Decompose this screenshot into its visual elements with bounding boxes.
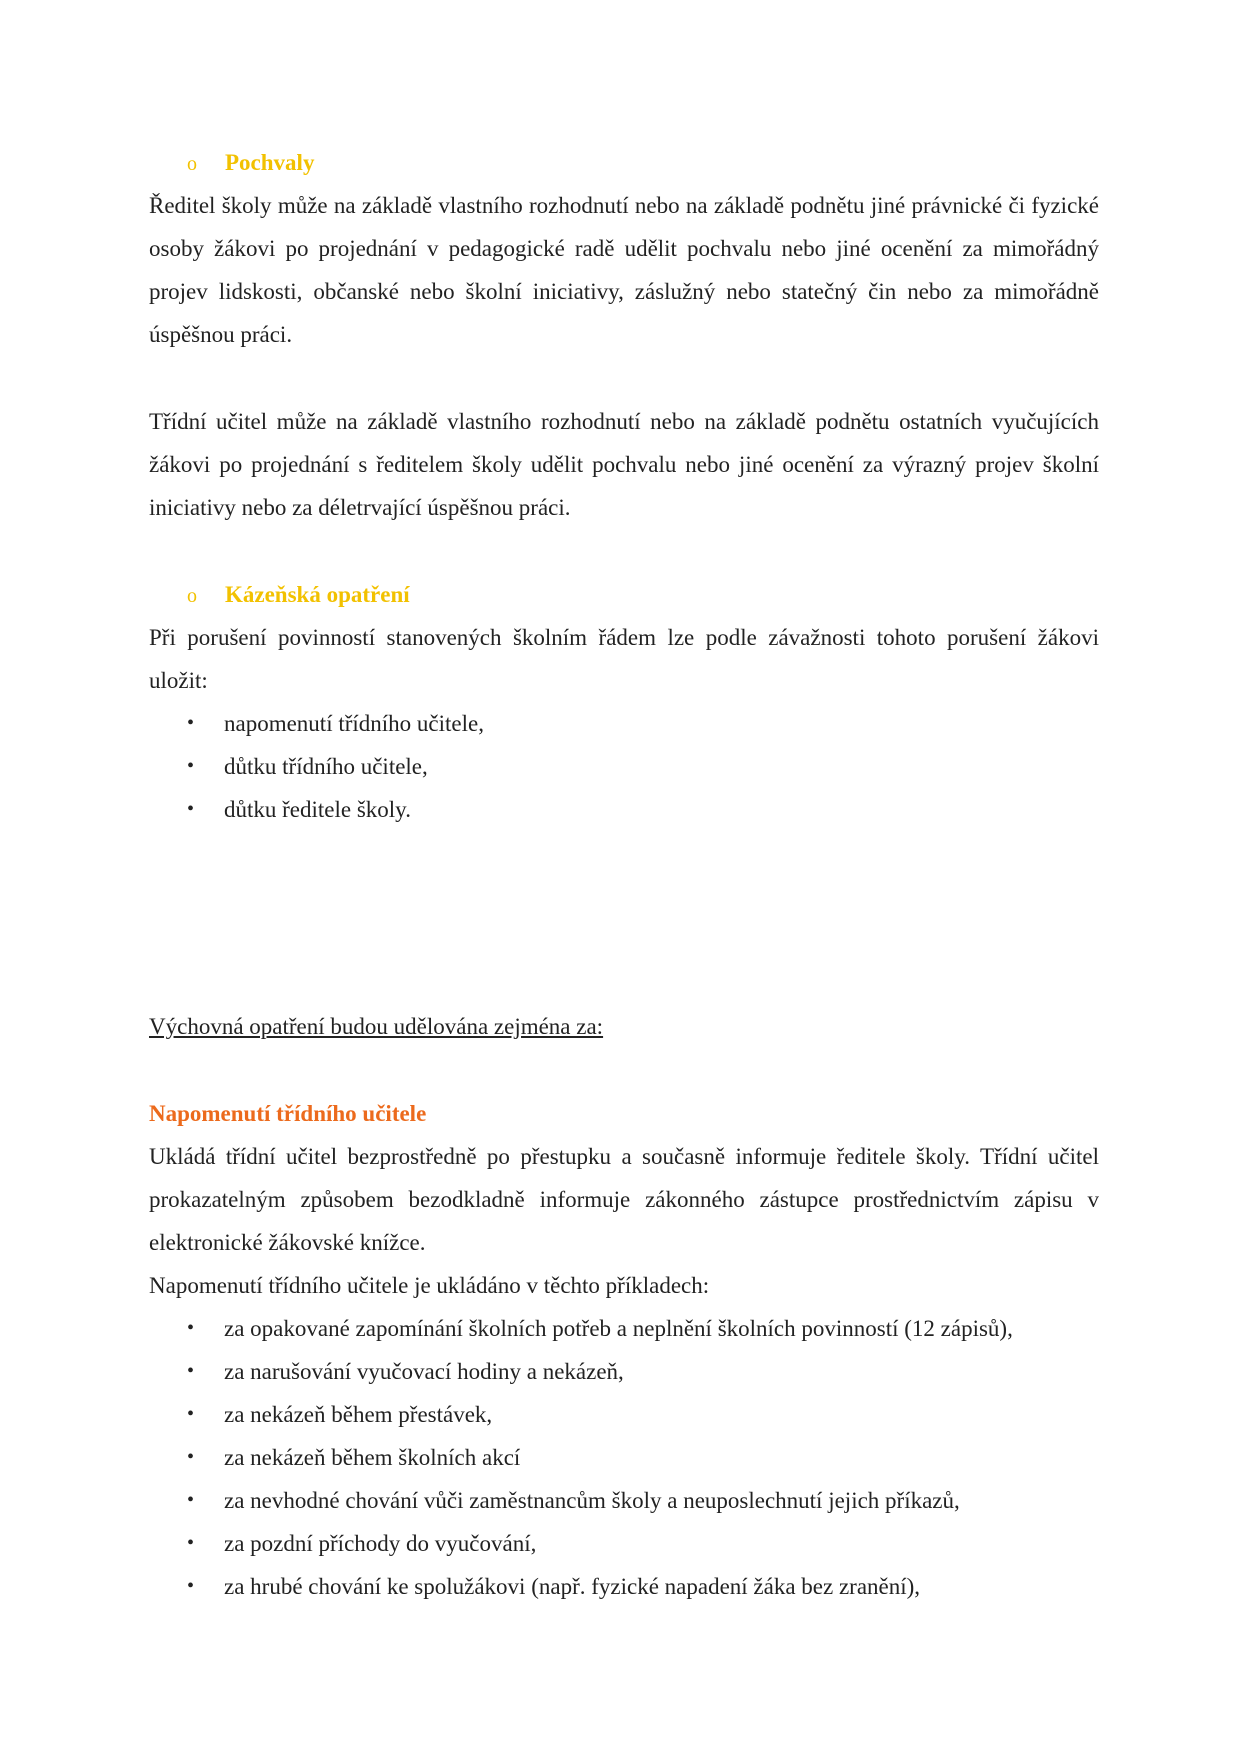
kazenska-heading: Kázeňská opatření (225, 582, 410, 607)
pochvaly-paragraph-2: Třídní učitel může na základě vlastního rozhodnutí nebo na základě podnětu ostatních vyučujících žákovi po projednání s ředitelem školy udělit pochvalu nebo jiné ocenění za výrazný projev školní iniciativy nebo za déletrvající úspěšnou práci. (149, 409, 1099, 520)
napomenuti-heading: Napomenutí třídního učitele (149, 1101, 427, 1126)
list-item (149, 788, 1099, 831)
bullet-icon: • (187, 1575, 195, 1597)
list-item-text: za opakované zapomínání školních potřeb a neplnění školních povinností (12 zápisů), (224, 1316, 1013, 1341)
pochvaly-heading-row (187, 141, 314, 186)
napomenuti-paragraph: Ukládá třídní učitel bezprostředně po přestupku a současně informuje ředitele školy. Třídní učitel prokazatelným způsobem bezodkladně informuje zákonného zástupce prostřednictvím zápisu v elektronické žákovské knížce. (149, 1144, 1099, 1255)
vychovna-title: Výchovná opatření budou udělována zejména za: (149, 1014, 604, 1039)
list-item-text: za hrubé chování ke spolužákovi (např. fyzické napadení žáka bez zranění), (224, 1574, 921, 1599)
bullet-icon: • (187, 1403, 195, 1425)
list-item-text: důtku ředitele školy. (224, 797, 411, 822)
list-item (149, 1522, 1099, 1565)
bullet-icon: • (187, 712, 195, 734)
list-item (149, 1307, 1099, 1350)
pochvaly-paragraph-1: Ředitel školy může na základě vlastního rozhodnutí nebo na základě podnětu jiné právnické či fyzické osoby žákovi po projednání v pedagogické radě udělit pochvalu nebo jiné ocenění za mimořádný projev lidskosti, občanské nebo školní iniciativy, záslužný nebo statečný čin nebo za mimořádně úspěšnou práci. (149, 193, 1099, 347)
list-item-text: za narušování vyučovací hodiny a nekázeň, (224, 1359, 624, 1384)
list-item (149, 702, 1099, 745)
napomenuti-list-container (149, 1307, 1099, 1608)
list-item (149, 1393, 1099, 1436)
napomenuti-list (149, 1307, 1099, 1608)
list-item-text: za pozdní příchody do vyučování, (224, 1531, 537, 1556)
bullet-icon: • (187, 1446, 195, 1468)
vychovna-title-row (149, 1005, 1099, 1048)
kazenska-list (149, 702, 1099, 831)
list-item-text: za nevhodné chování vůči zaměstnancům školy a neuposlechnutí jejich příkazů, (224, 1488, 960, 1513)
napomenuti-intro: Napomenutí třídního učitele je ukládáno v těchto příkladech: (149, 1273, 710, 1298)
list-item-text: důtku třídního učitele, (224, 754, 428, 779)
circle-bullet-icon: o (187, 153, 197, 175)
kazenska-list-container (149, 702, 1099, 831)
circle-bullet-icon: o (187, 585, 197, 607)
list-item (149, 745, 1099, 788)
list-item-text: napomenutí třídního učitele, (224, 711, 484, 736)
list-item (149, 1350, 1099, 1393)
list-item (149, 1479, 1099, 1522)
bullet-icon: • (187, 1489, 195, 1511)
bullet-icon: • (187, 1532, 195, 1554)
bullet-icon: • (187, 755, 195, 777)
bullet-icon: • (187, 798, 195, 820)
bullet-icon: • (187, 1360, 195, 1382)
list-item-text: za nekázeň během přestávek, (224, 1402, 493, 1427)
bullet-icon: • (187, 1317, 195, 1339)
napomenuti-heading-row (149, 1092, 1099, 1135)
kazenska-paragraph: Při porušení povinností stanovených školním řádem lze podle závažnosti tohoto porušení žákovi uložit: (149, 625, 1099, 693)
list-item-text: za nekázeň během školních akcí (224, 1445, 521, 1470)
kazenska-heading-row (187, 573, 410, 618)
list-item (149, 1565, 1099, 1608)
list-item (149, 1436, 1099, 1479)
pochvaly-heading: Pochvaly (225, 150, 315, 175)
